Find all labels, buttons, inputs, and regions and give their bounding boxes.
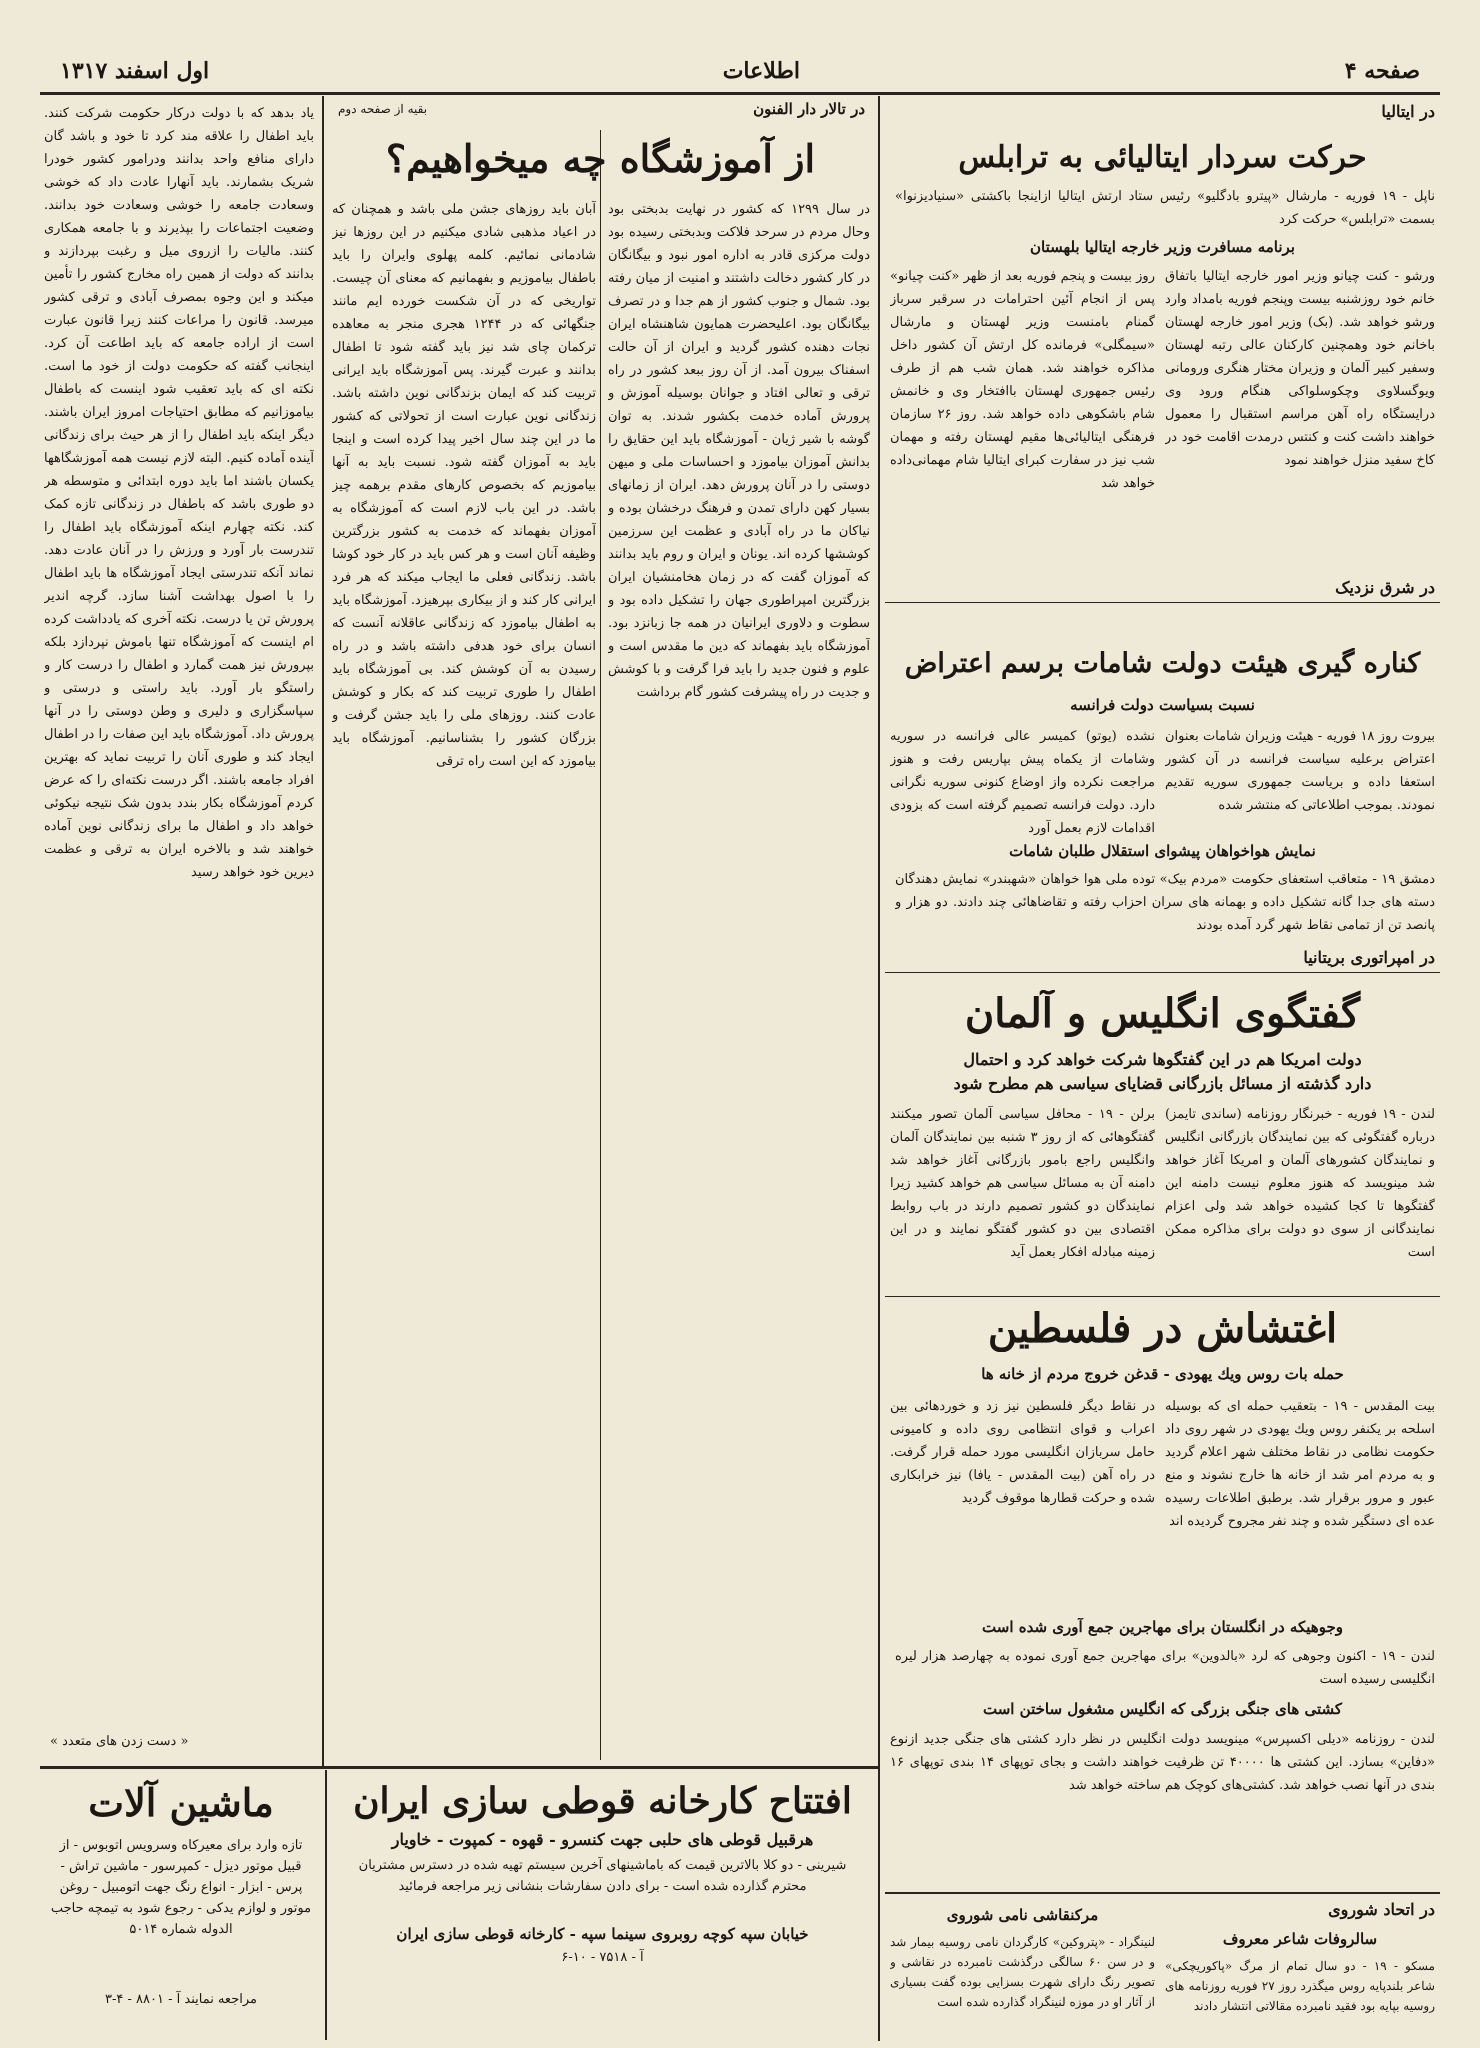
column-divider-right: [878, 96, 880, 2041]
subhead-poet-anniversary: سالروفات شاعر معروف: [1222, 1930, 1378, 1948]
article-italy-a: ورشو - کنت چیانو وزیر امور خارجه ایتالیا باتفاق خانم خود روزشنبه بیست وپنجم فوریه بامداد وارد ورشو خواهد شد. (بک) وزیر امور خارجه لهستان باخانم خود وهمچنین کارکنان عالی رتبه لهستان وسفیر کبیر آلمان و وزیران مختار هنگری ورومانی ویوگسلاوی وچکوسلواکی هنگام ورود وی درایستگاه راه آهن مراسم استقبال را معمول خواهند داشت کنت و کنتس درمدت اقامت خود در کاخ سفید منزل خواهند نمود: [1165, 269, 1435, 468]
article-jerusalem-a: بیت المقدس - ۱۹ - بتعقیب حمله ای که بوسیله اسلحه بر یکنفر روس ویك یهودی در شهر روی داد حکومت نظامی در نقاط مختلف شهر اعلام گردید و به مردم امر شد از خانه ها خارج نشوند و منع عبور و مرور برقرار شد. برطبق اطلاعات رسیده عده ای دستگیر شده و چند نفر مجروح گردیده اند: [1165, 1399, 1435, 1529]
page-header: [40, 58, 1440, 88]
ad-machinery-title: ماشین آلات: [88, 1780, 274, 1825]
education-article: [328, 98, 873, 1763]
subhead-refugee-funds: وجوهیکه در انگلستان برای مهاجرین جمع آوری شده است: [982, 1618, 1343, 1636]
ad-machinery-text: تازه وارد برای معیرکاه وسرویس اتوبوس - از قبیل موتور دیزل - کمپرسور - ماشین تراش - پرس - ابزار - انواع رنگ جهت اتومبیل - روغن موتور و لوازم یدکی - رجوع شود به تیمچه حاجب الدوله شماره ۵۰۱۴: [50, 1838, 312, 1937]
education-body-right: در سال ۱۲۹۹ که کشور در نهایت بدبختی بود وحال مردم در سرحد فلاکت وبدبختی رسیده بود دولت مرکزی قادر به اداره امور نبود و بیگانگان در کار کشور دخالت داشتند و امنیت از میان رفته بود. شمال و جنوب کشور از هم جدا و در تصرف بیگانگان بود. اعلیحضرت همایون شاهنشاه ایران نجات دهنده کشور گردید و ایران از آن حالت اسفناک بیرون آمد. از آن روز ببعد کشور در راه ترقی و تعالی افتاد و جوانان بوسیله آموزش و پرورش آماده خدمت بکشور شدند. به توان گوشه با شیر ژیان - آموزشگاه باید این حقایق را بدانش آموزان بیاموزد و احساسات ملی و میهن دوستی را در آنان پرورش دهد. ایران از زمانهای بسیار کهن دارای تمدن و فرهنگ درخشان بوده و نیاکان ما در راه آبادی و عظمت این سرزمین کوششها کرده اند. یونان و ایران و روم باید بدانند که آموزان گفت که در زمان هخامنشیان ایران بزرگترین امپراطوری جهان را تشکیل داده بود و سطوت و دلاوری ایرانیان در همه جا زبانزد بود. آموزشگاه باید بفهماند که دین ما مقدس است و علوم و فنون جدید را باید فرا گرفت و با کوشش و جدیت در راه پیشرفت کشور گام برداشت: [608, 202, 870, 700]
subhead-damascus: نمایش هواخواهان پیشوای استقلال طلبان شامات: [1009, 842, 1316, 860]
subhead-palestine: حمله بات روس ویك یهودی - قدغن خروج مردم از خانه ها: [981, 1365, 1344, 1383]
article-berlin-talks: برلن - ۱۹ - محافل سیاسی آلمان تصور میکنند گفتگوهائی که از روز ۳ شنبه بین نمایندگان آلمان وانگلیس راجع بامور بازرگانی آغاز خواهد شد دامنه آن به مسائل سیاسی هم خواهد کشید زیرا نمایندگان دو کشور تصمیم دارند در باب روابط اقتصادی بین دو کشور گفتگو نمایند و در این زمینه مبادله افکار بعمل آید: [890, 1107, 1155, 1260]
headline-palestine-unrest: اغتشاش در فلسطین: [987, 1305, 1338, 1352]
divider-british: [885, 972, 1440, 973]
subhead-warships: کشتی های جنگی بزرگی که انگلیس مشغول ساختن است: [982, 1700, 1343, 1718]
section-near-east: در شرق نزدیک: [1335, 578, 1435, 597]
section-british-empire: در امپراتوری بریتانیا: [1303, 948, 1435, 967]
news-column: [885, 100, 1440, 2040]
article-painter-death: لنینگراد - «پتروکین» کارگردان نامی روسیه بیمار شد و در سن ۶۰ سالگی درگذشت نامبرده در نقاشی و تصویر رنگ دارای شهرت بسزایی بوده گفت بسیاری از آثار او در موزه لنینگراد گذارده شده است: [890, 1935, 1155, 2009]
article-poet-anniversary: مسکو - ۱۹ - دو سال تمام از مرگ «پاکوریچکی» شاعر بلندپایه روس میگذرد روز ۲۷ فوریه روزنامه های روسیه بپایه بود فقید نامبرده مقالاتی انتشار دادند: [1165, 1959, 1435, 2013]
divider-soviet: [885, 1892, 1440, 1894]
subhead-italy-poland: برنامه مسافرت وزیر خارجه ایتالیا بلهستان: [1030, 238, 1295, 256]
article-damascus: دمشق ۱۹ - متعاقب استعفای حکومت «مردم بیک» توده ملی هوا خواهان «شهبندر» نمایش دهندگان دسته های جدا گانه تشکیل داده و بهمانه های سران احزاب رفته و تقاضاهائی چند دادند. دو هزار و پانصد تن از تمامی نقاط شهر گرد آمده بودند: [895, 872, 1435, 933]
ads-top-rule: [40, 1766, 878, 1769]
ad-machinery-phone: مراجعه نمایند آ - ۸۸۰۱ - ۴-۳: [104, 1992, 257, 2007]
applause-note: « دست زدن های متعدد »: [50, 1734, 189, 1749]
headline-education: از آموزشگاه چه میخواهیم؟: [385, 136, 816, 181]
article-london-talks: لندن - ۱۹ فوریه - خبرنگار روزنامه (ساندی تایمز) درباره گفتگوئی که بین نمایندگان بازرگانی انگلیس و نمایندگان کشورهای آلمان و امریکا آغاز خواهد شد مینویسد که هنوز معلوم نیست دامنه این گفتگوها تا کجا کشیده خواهد شد ولی اعزام نمایندگانی از سوی دو دولت برای مذاکره ممکن است: [1165, 1107, 1435, 1260]
ad-tin-factory-sub: هرقبیل قوطی های حلبی جهت کنسرو - قهوه - کمپوت - خاویار: [391, 1830, 814, 1849]
column-divider-left: [322, 96, 324, 1766]
headline-syria-cabinet: کناره گیری هیئت دولت شامات برسم اعتراض: [904, 648, 1421, 679]
education-continued-body: یاد بدهد که با دولت درکار حکومت شرکت کنند. باید اطفال را علاقه مند کرد تا خود و باشد گان دارای منافع واحد بدانند ودرامور کشور خودرا شریک بشمارند. باید آنهارا عادت داد که خوشی وسعادت جامعه را خوشی وسعادت خود بدانند. وضعیت اجتماعات را بپذیرند و با جامعه همکاری کنند. مالیات را ازروی میل و رغبت بپردازند و بدانند که دولت از همین راه مخارج کشور را تأمین میکند و این وجوه بمصرف آبادی و ترقی کشور میرسد. قانون را مراعات کنند زیرا قانون عبارت است از اراده جامعه که باید اطاعت آن کرد. اینجانب گفته که حکومت دولت از خود ما است. نکته ای که باید تعقیب شود اینست که باطفال بیاموزانیم که مطابق احتیاجات امروز ایران باشند. دیگر اینکه باید اطفال را از هر حیث برای زندگانی آینده آماده کنیم. البته لازم نیست همه آموزشگاهها یکسان باشند اما باید دوره ابتدائی و متوسطه هر دو طوری باشد که باطفال در زندگانی تازه کمک کند. نکته چهارم اینکه آموزشگاه باید اطفال را تندرست بار آورد و ورزش را در آنان عادت دهد. نماند آنکه تندرستی ایجاد آموزشگاه ها باید اطفال را با اصول بهداشت آشنا سازد. گرچه اندیر پرورش تن یا درست. نکته آخری که یادداشت کرده ام اینست که آموزشگاه تنها باموش نپردازد بلکه بپرورش نیز همت گمارد و اطفال را درست کار و راستگو بار آورد. باید راستی و درستی و سپاسگزاری و دلیری و وطن دوستی را در آنها پرورش داد. آموزشگاه باید این صفات را در اطفال ایجاد کند و طوری آنان را تربیت نماید که بهترین افراد جامعه باشند. اگر درست نکته‌ای را که عرض کردم آموزشگاه بکار بندد بدون شک نتیجه نیکوئی خواهد داد و اطفال ما برای زندگانی نوین آماده خواهند شد و بالاخره ایران به ترقی و عظمت دیرین خود خواهد رسید: [44, 106, 314, 880]
article-syria-b: نشده (یوتو) کمیسر عالی فرانسه در سوریه وشامات از یکماه پیش بپاریس رفت و هنوز مراجعت نکرده واز اوضاع کنونی سوریه نگرانی دارد. دولت فرانسه تصمیم گرفته است که بزودی اقدامات لازم بعمل آورد: [890, 729, 1155, 836]
subhead-anglo-german-1: دولت امریکا هم در این گفتگوها شرکت خواهد کرد و احتمال: [963, 1050, 1362, 1069]
ads-divider: [325, 1770, 327, 2040]
ad-machinery: [40, 1772, 322, 2040]
lead-italy: ناپل - ۱۹ فوریه - مارشال «پیترو بادگلیو» رئیس ستاد ارتش ایتالیا ازاینجا باکشتی «سنیادیزنوا» بسمت «ترابلس» حرکت کرد: [895, 189, 1435, 227]
continued-note: بقیه از صفحه دوم: [338, 102, 428, 116]
subhead-painter-death: مرکنقاشی نامی شوروی: [946, 1906, 1099, 1924]
article-warships: لندن - روزنامه «دیلی اکسپرس» مینویسد دولت انگلیس در نظر دارد کشتی های جنگی جدید ازنوع «دفاین» بسازد. این کشتی ها ۴۰۰۰۰ تن ظرفیت خواهند داشت و بجای توپهای ۱۴ بندی توپهای ۱۶ بندی در آنها نصب خواهد شد. کشتی‌های کوچک هم ساخته خواهد شد: [890, 1732, 1435, 1793]
subhead-syria: نسبت بسیاست دولت فرانسه: [1070, 696, 1255, 714]
header-rule: [40, 92, 1440, 95]
ad-tin-factory-text: شیرینی - دو کلا بالاترین قیمت که باماشینهای آخرین سیستم تهیه شده در دسترس مشتریان محترم گذارده شده است - برای دادن سفارشات بنشانی زیر مراجعه فرمائید: [358, 1858, 847, 1894]
section-italy: در ایتالیا: [1381, 102, 1435, 121]
article-kicker: در تالار دار الفنون: [753, 100, 865, 118]
ad-tin-factory-phone: آ - ۷۵۱۸ - ۱۰-۶: [561, 1950, 644, 1965]
education-continued: [40, 98, 318, 1763]
subhead-anglo-german-2: دارد گذشته از مسائل بازرگانی قضایای سیاسی هم مطرح شود: [953, 1074, 1372, 1093]
page-number: صفحه ۴: [1344, 58, 1420, 84]
article-italy-b: روز بیست و پنجم فوریه بعد از ظهر «کنت چیانو» پس از انجام آئین احترامات در سرقبر سرباز گمنام بامنست وزیر لهستان و مارشال «سیمگلی» فرمانده کل ارتش آن کشور داخل مذاکره خواهند شد. همان شب هم از طرف رئیس جمهوری لهستان باافتخار وی و خانمش شام باشکوهی داده خواهد شد. روز ۲۶ سازمان فرهنگی ایتالیائی‌ها مقیم لهستان رفته و مهمان شب نیز در سفارت کبرای ایتالیا شام مهمانی‌داده خواهد شد: [890, 269, 1155, 491]
divider-near-east: [885, 602, 1440, 603]
article-syria-a: بیروت روز ۱۸ فوریه - هیئت وزیران شامات بعنوان اعتراض برعلیه سیاست فرانسه در آن کشور استعفا داده و بریاست جمهوری سوریه تقدیم نمودند. بموجب اطلاعاتی که منتشر شده: [1165, 729, 1435, 813]
headline-anglo-german-talks: گفتگوی انگلیس و آلمان: [964, 990, 1361, 1037]
headline-italy-marshal: حرکت سردار ایتالیائی به ترابلس: [958, 140, 1367, 175]
ad-tin-factory-title: افتتاح کارخانه قوطی سازی ایران: [353, 1780, 852, 1822]
ad-tin-factory: [330, 1772, 875, 2040]
ad-tin-factory-address: خیابان سپه کوچه روبروی سینما سپه - کارخانه قوطی سازی ایران: [396, 1925, 809, 1943]
article-jerusalem-b: در نقاط دیگر فلسطین نیز زد و خوردهائی بین اعراب و قوای انتظامی روی داده و کامیونی حامل سربازان انگلیسی مورد حمله قرار گرفت. در راه آهن (بیت المقدس - یافا) نیز خرابکاری شده و حرکت قطارها موقوف گردید: [890, 1399, 1155, 1506]
article-refugee-funds: لندن - ۱۹ - اکنون وجوهی که لرد «بالدوین» برای مهاجرین جمع آوری نموده به چهارصد هزار لیره انگلیسی رسیده است: [895, 1649, 1435, 1687]
section-soviet: در اتحاد شوروی: [1328, 1900, 1435, 1919]
education-body-left: آبان باید روزهای جشن ملی باشد و همچنان که در اعیاد مذهبی شادی میکنیم در این روزها نیز شادمانی نمائیم. کلمه پهلوی وایران را باید باطفال بیاموزیم و بفهمانیم که معنای آن چیست. تواریخی که در آن شکست خورده ایم مانند جنگهائی که در ۱۲۴۴ هجری منجر به معاهده ترکمان چای شد نیز باید گفته شود تا اطفال بدانند و عبرت گیرند. پس آموزشگاه باید ایرانی تربیت کند که ایمان بزندگانی نوین داشته باشد. زندگانی نوین عبارت است از تحولاتی که کشور ما در این چند سال اخیر پیدا کرده است و اینجا باید به آموزان گفته شود. نسبت باید به آنها بیاموزیم که بخصوص کارهای مقدم برهمه چیز باشد. در این باب لازم است که آموزشگاه به آموزان بفهماند که خدمت به کشور بزرگترین وظیفه آنان است و هر کس باید در کار خود کوشا باشد. زندگانی فعلی ما ایجاب میکند که هر فرد ایرانی کار کند و از بیکاری بپرهیزد. آموزشگاه باید به اطفال بیاموزد که زندگانی عاقلانه آنست که انسان برای خود هدفی داشته باشد و در راه رسیدن به آن کوشش کند. بی آموزشگاه باید اطفال را طوری تربیت کند که بکار و کوشش عادت کنند. روزهای ملی را باید جشن گرفت و بزرگان کشور را بشناسانیم. آموزشگاه باید بیاموزد که این است راه ترقی: [332, 202, 596, 769]
divider-palestine: [885, 1296, 1440, 1297]
masthead-name: اطلاعات: [722, 58, 800, 84]
issue-date: اول اسفند ۱۳۱۷: [60, 58, 210, 84]
